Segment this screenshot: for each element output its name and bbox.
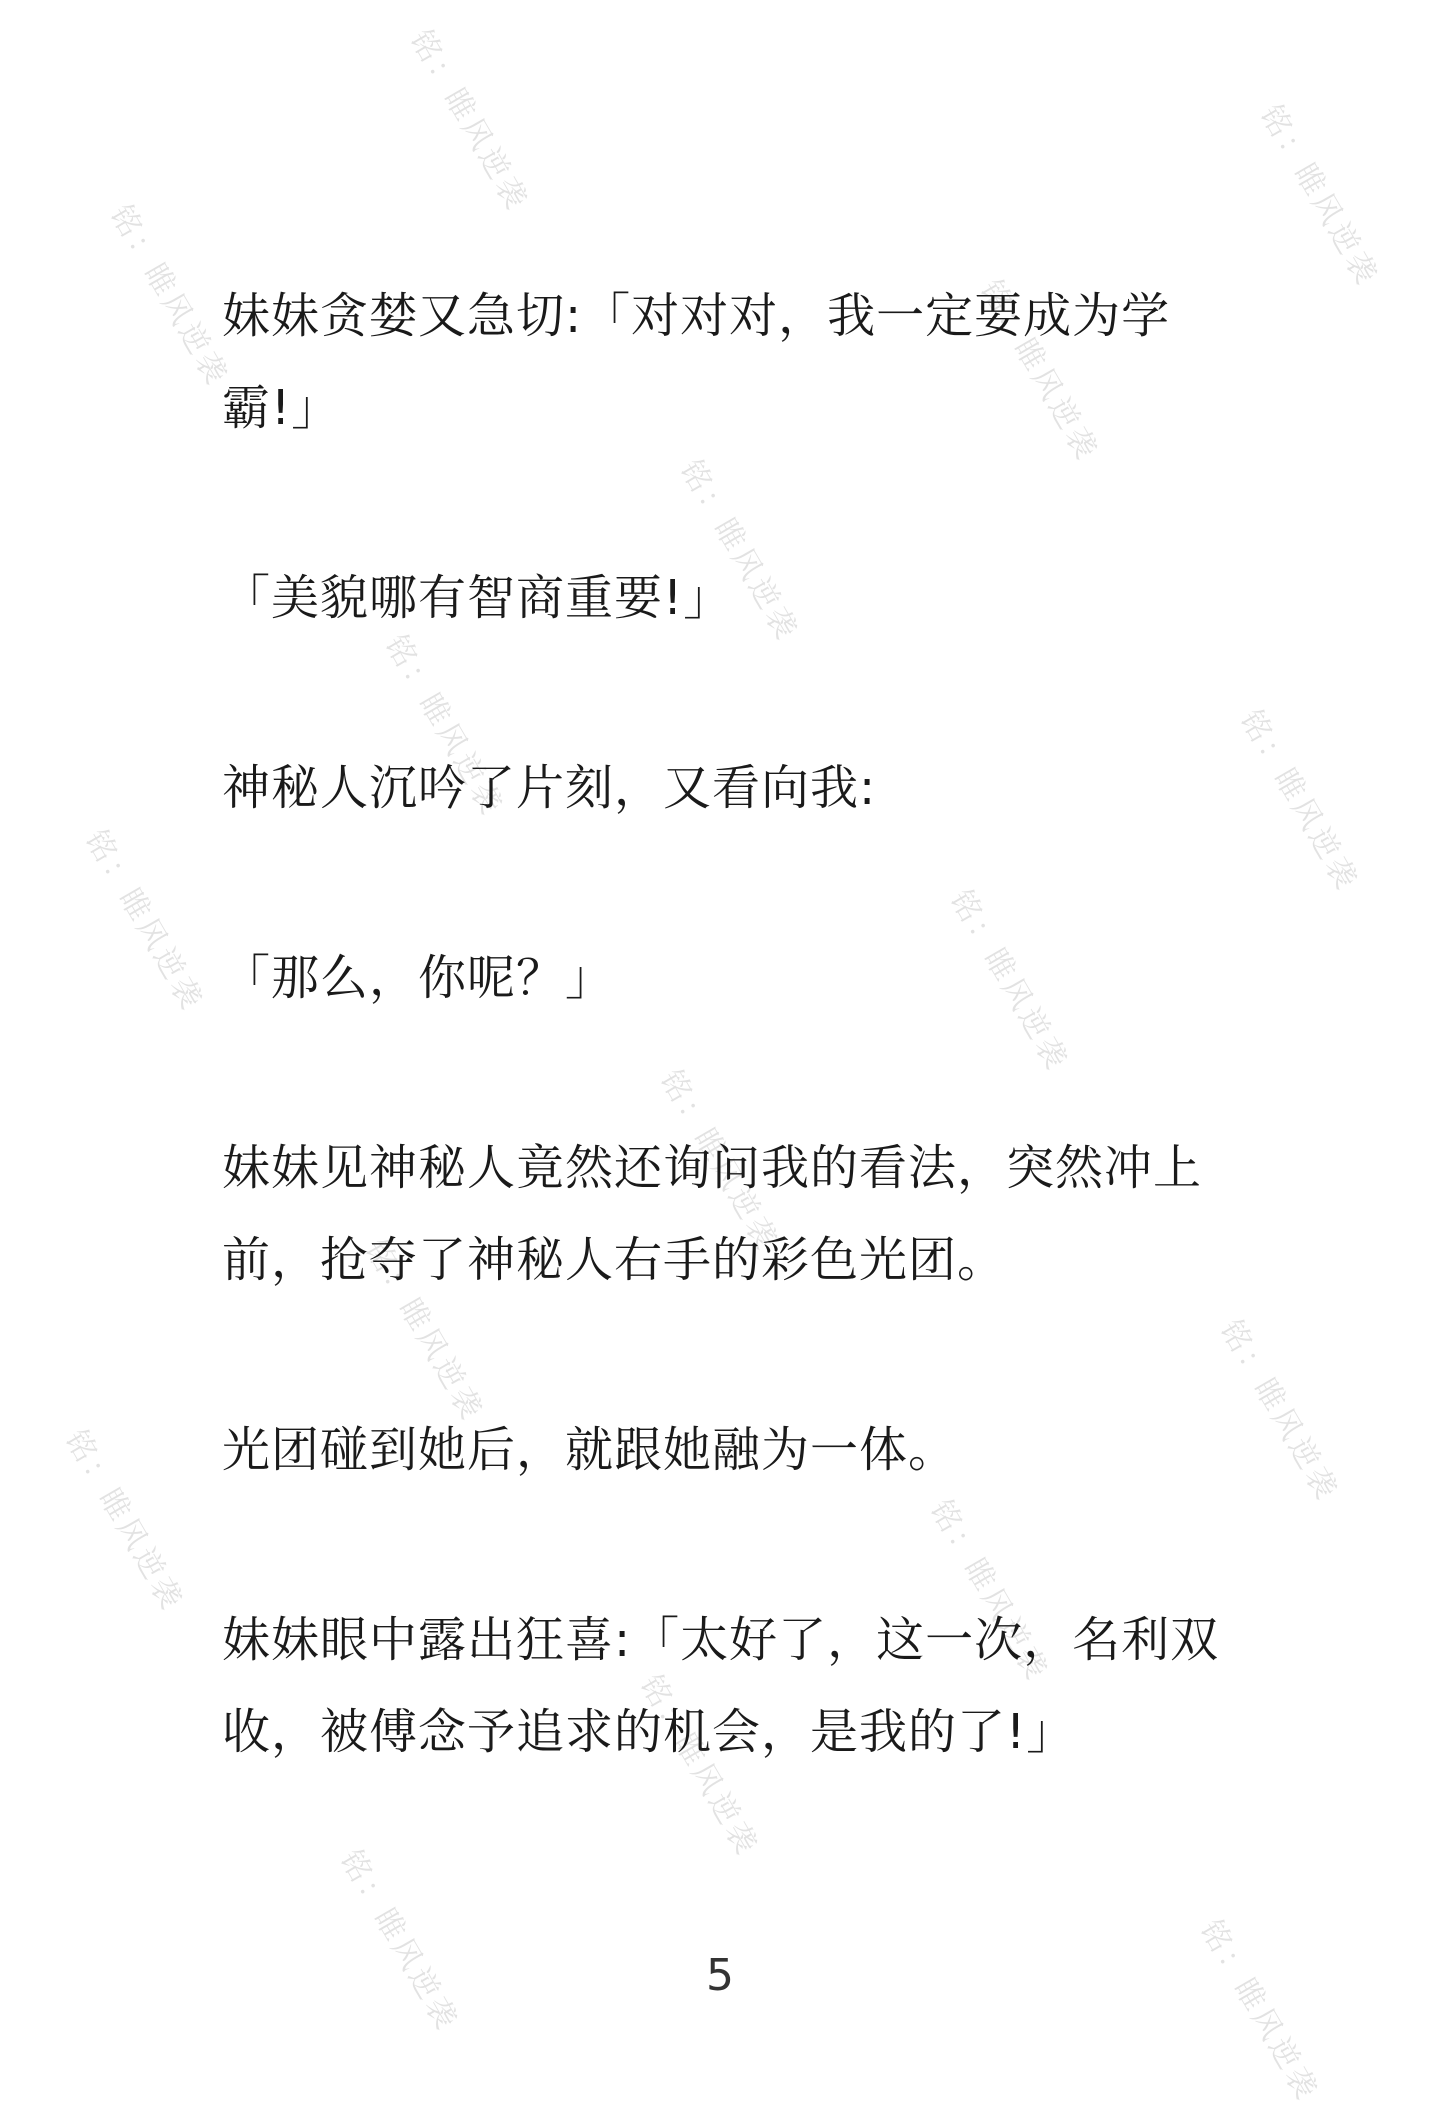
watermark: 铭：睢风逆袭	[332, 1844, 466, 2039]
watermark: 铭：睢风逆袭	[102, 199, 236, 394]
watermark: 铭：睢风逆袭	[632, 1669, 766, 1864]
watermark: 铭：睢风逆袭	[1212, 1314, 1346, 1509]
watermark: 铭：睢风逆袭	[1232, 704, 1366, 899]
watermark: 铭：睢风逆袭	[402, 24, 536, 219]
watermark: 铭：睢风逆袭	[672, 454, 806, 649]
paragraph: 妹妹眼中露出狂喜:「太好了，这一次，名利双收，被傅念予追求的机会，是我的了!」	[222, 1612, 1220, 1760]
watermark: 铭：睢风逆袭	[942, 884, 1076, 1079]
paragraph: 光团碰到她后，就跟她融为一体。	[222, 1422, 958, 1478]
paragraph: 「美貌哪有智商重要!」	[222, 570, 733, 626]
watermark: 铭：睢风逆袭	[357, 1234, 491, 1429]
watermark: 铭：睢风逆袭	[57, 1424, 191, 1619]
watermark: 铭：睢风逆袭	[1252, 99, 1386, 294]
watermark: 铭：睢风逆袭	[377, 629, 511, 824]
watermark: 铭：睢风逆袭	[77, 824, 211, 1019]
text-body	[222, 270, 1232, 1876]
paragraph: 「那么，你呢？」	[222, 950, 615, 1006]
page-number: 5	[706, 1950, 734, 2001]
watermark: 铭：睢风逆袭	[972, 274, 1106, 469]
watermark: 铭：睢风逆袭	[652, 1064, 786, 1259]
paragraph: 妹妹见神秘人竟然还询问我的看法，突然冲上前，抢夺了神秘人右手的彩色光团。	[222, 1140, 1203, 1288]
watermark: 铭：睢风逆袭	[922, 1494, 1056, 1689]
paragraph: 神秘人沉吟了片刻，又看向我:	[222, 760, 877, 816]
watermark: 铭：睢风逆袭	[1192, 1914, 1326, 2109]
paragraph: 妹妹贪婪又急切:「对对对，我一定要成为学霸!」	[222, 288, 1171, 436]
